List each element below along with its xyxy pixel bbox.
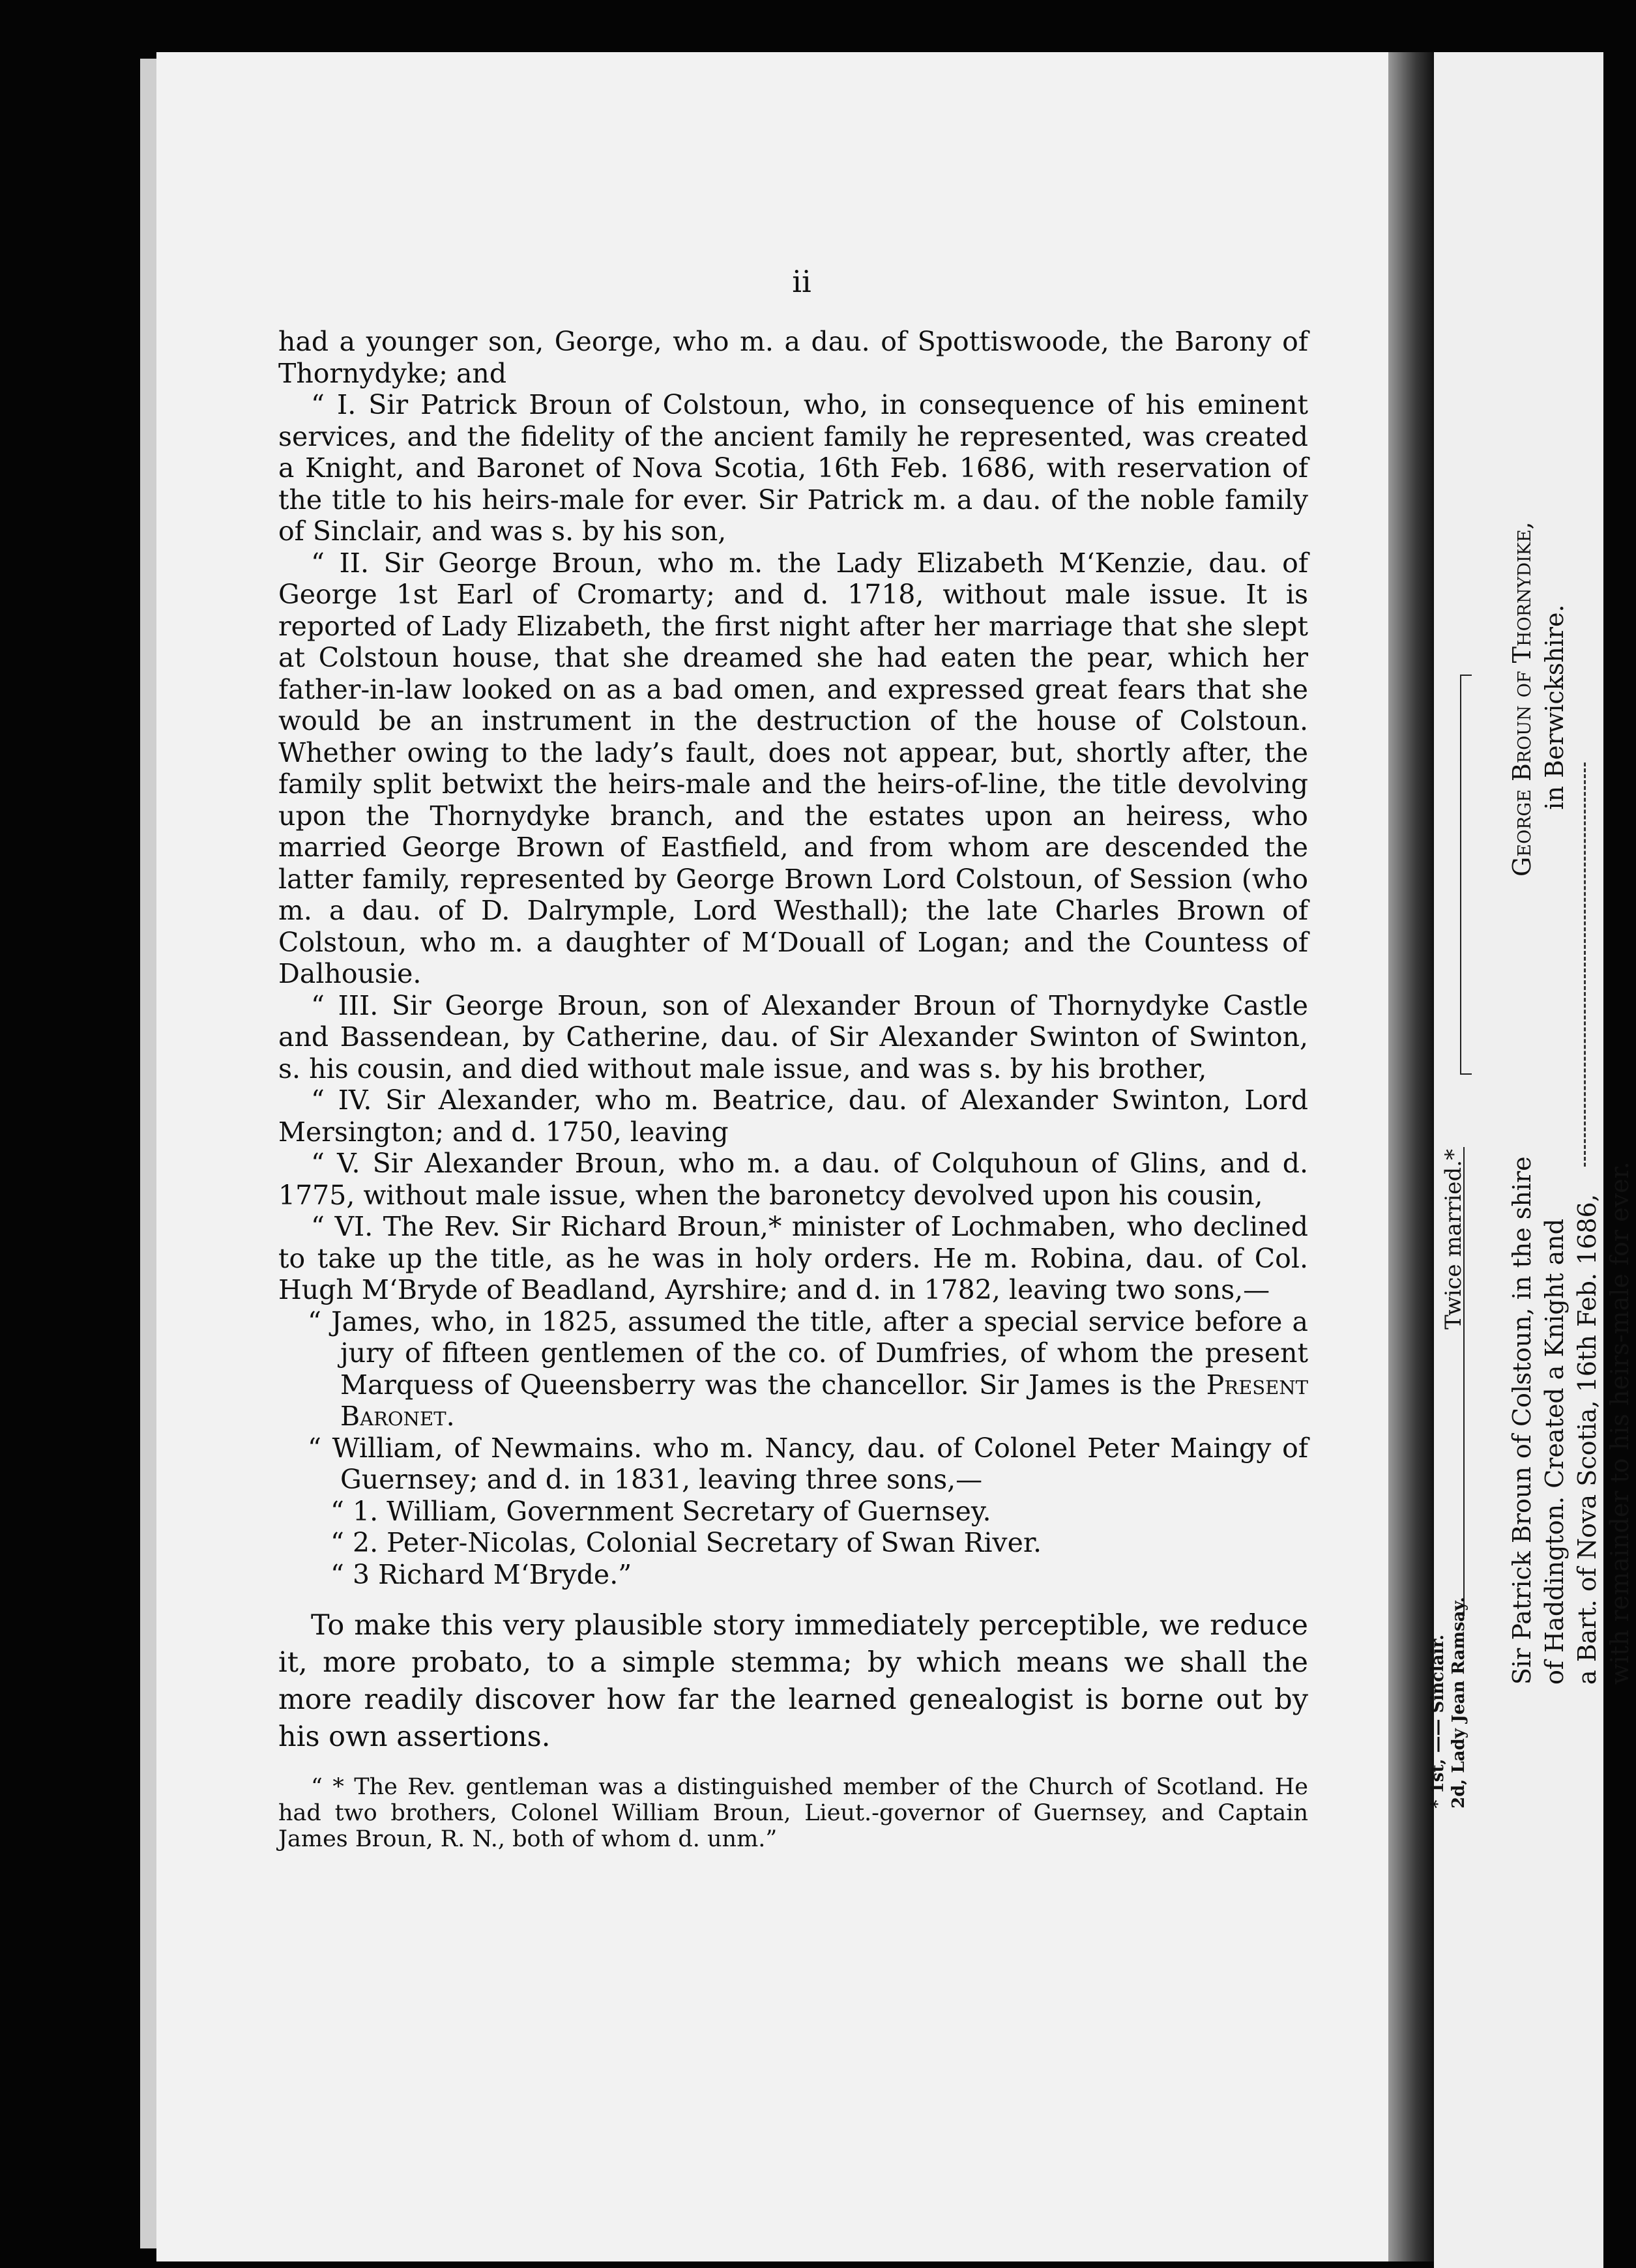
book-gutter [1388,52,1434,2261]
present-baronet: Present Baronet. [340,1369,1308,1432]
paragraph: “ II. Sir George Broun, who m. the Lady Elizabeth M‘Kenzie, dau. of George 1st Earl of Cromarty; and d. 1718, without male issue. It is reported of Lady Elizabeth, the first night after her marriage that she slept at Colstoun house, that she dreamed she had eaten the pear, which her father-in-law looked on as a bad omen, and expressed great fears that she would be an instrument in the destruction of the house of Colstoun. Whether owing to the lady’s fault, does not appear, but, shortly after, the family split betwixt the heirs-male and the heirs-of-line, the title devolving upon the Thornydyke branch, and the estates upon an heiress, who married George Brown of Eastfield, and from whom are descended the latter family, represented by George Brown Lord Colstoun, of Session (who m. a dau. of D. Dalrymple, Lord Westhall); the late Charles Brown of Colstoun, who m. a daughter of M‘Douall of Logan; and the Countess of Dalhousie. [278,547,1308,989]
grandson-entry: “ 1. William, Government Secretary of Guernsey. [330,1495,991,1527]
body-text [278,326,1308,1852]
descent-line [1584,763,1586,1167]
stemma-george-broun: George Broun of Thornydike, in Berwickshire. [1508,521,1569,877]
paragraph: “ III. Sir George Broun, son of Alexander Broun of Thornydyke Castle and Bassendean, by Catherine, dau. of Sir Alexander Swinton of Swinton, s. his cousin, and died without male issue, and was s. by his brother, [278,989,1308,1084]
grandson-entry: “ 3 Richard M‘Bryde.” [330,1558,632,1590]
bracket [1460,675,1472,1075]
son-entry-text: “ James, who, in 1825, assumed the title, after a special service before a jury of fifteen gentlemen of the co. of Dumfries, of whom the present Marquess of Queensberry was the chancellor. Sir James is the [308,1305,1308,1401]
paragraph: “ V. Sir Alexander Broun, who m. a dau. of Colquhoun of Glins, and d. 1775, without male issue, when the baronetcy devolved upon his cousin, [278,1148,1308,1211]
son-entry [278,1306,1308,1432]
stemma-sir-patrick: Sir Patrick Broun of Colstoun, in the shire of Haddington. Created a Knight and a Bart. of Nova Scotia, 16th Feb. 1686, with remainder to his heirs-male for ever. [1508,1156,1634,1685]
page-number: ii [792,264,811,299]
paragraph: “ I. Sir Patrick Broun of Colstoun, who, in consequence of his eminent services, and the fidelity of the ancient family he represented, was created a Knight, and Baronet of Nova Scotia, 16th Feb. 1686, with reservation of the title to his heirs-male for ever. Sir Patrick m. a dau. of the noble family of Sinclair, and was s. by his son, [278,389,1308,547]
closing-paragraph: To make this very plausible story immediately perceptible, we reduce it, more probato, to a simple stemma; by which means we shall the more readily discover how far the learned genealogist is borne out by his own assertions. [278,1609,1308,1753]
twice-married-label: Twice married.* [1440,1149,1467,1330]
grandson-entry: “ 2. Peter-Nicolas, Colonial Secretary of Swan River. [330,1527,1042,1558]
paragraph: “ IV. Sir Alexander, who m. Beatrice, dau. of Alexander Swinton, Lord Mersington; and d. 1750, leaving [278,1084,1308,1148]
footnote: “ * The Rev. gentleman was a distinguished member of the Church of Scotland. He had two brothers, Colonel William Broun, Lieut.-governor of Guernsey, and Captain James Broun, R. N., both of whom d. unm.” [278,1774,1308,1852]
paragraph: had a younger son, George, who m. a dau. of Spottiswoode, the Barony of Thornydyke; and [278,326,1308,389]
stemma-wives: * 1st, —— Sinclair. 2d, Lady Jean Ramsay. [1428,1597,1468,1809]
paragraph: “ VI. The Rev. Sir Richard Broun,* minister of Lochmaben, who declined to take up the title, as he was in holy orders. He m. Robina, dau. of Col. Hugh M‘Bryde of Beadland, Ayrshire; and d. in 1782, leaving two sons,— [278,1211,1308,1305]
son-entry: “ William, of Newmains. who m. Nancy, dau. of Colonel Peter Maingy of Guernsey; and d. in 1831, leaving three sons,— [308,1432,1308,1495]
